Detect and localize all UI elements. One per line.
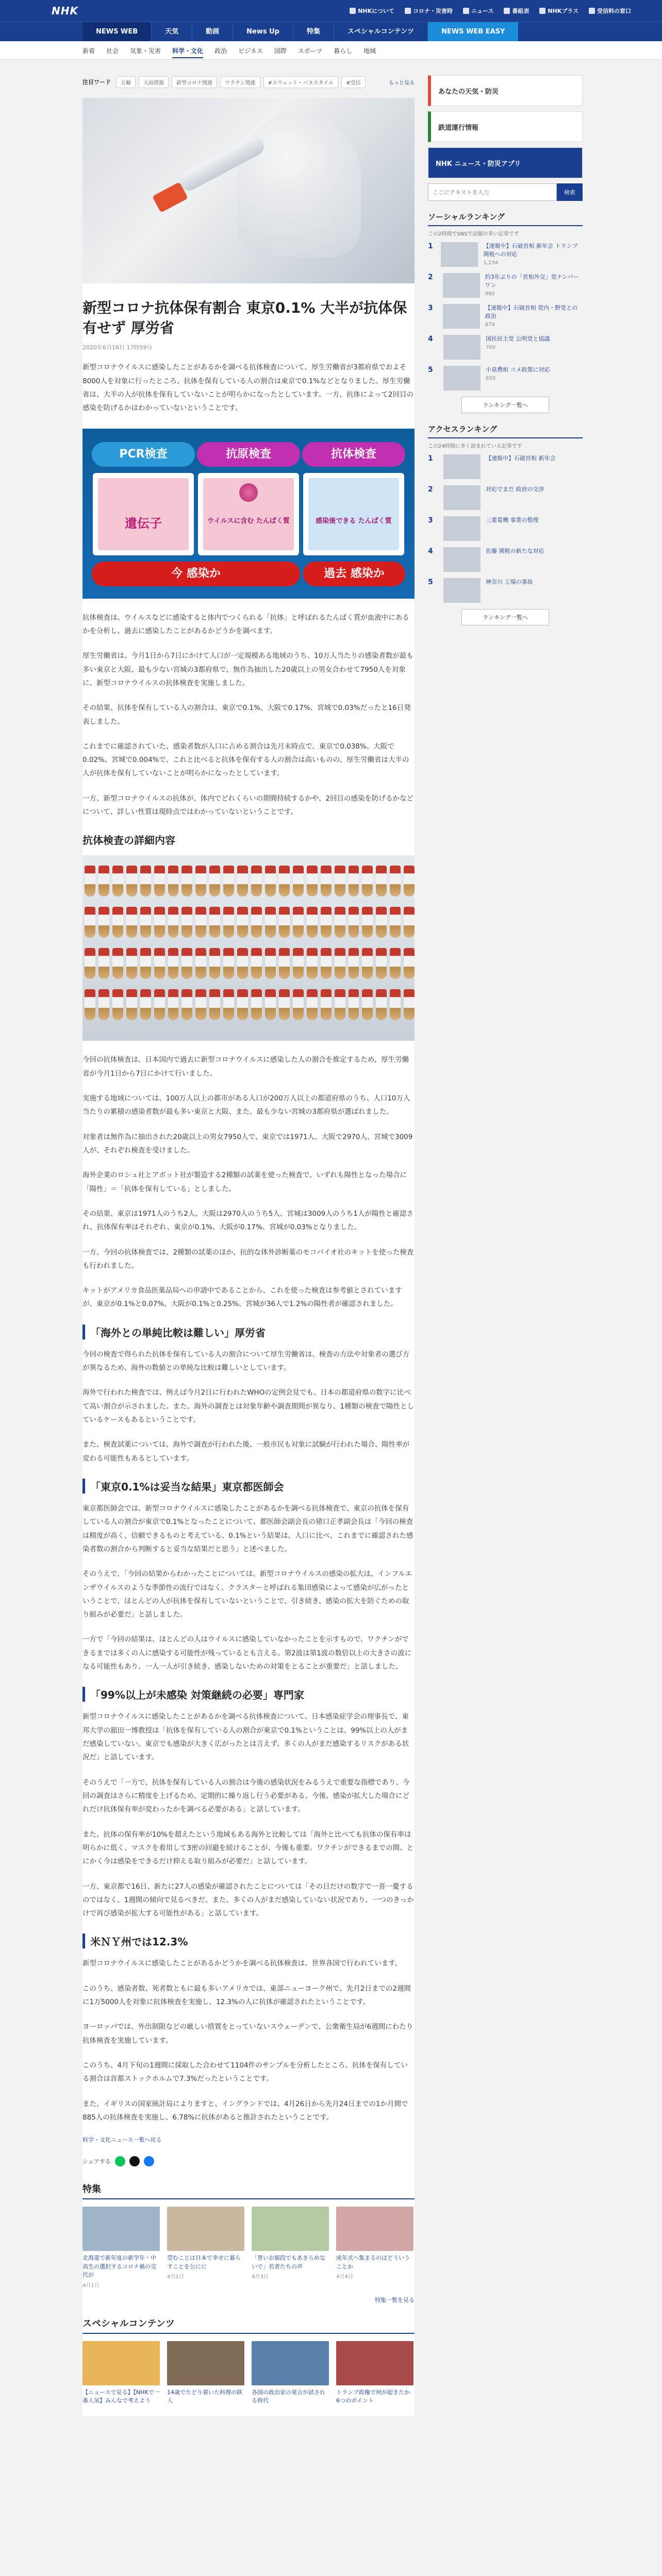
access-rank-item[interactable]: 2 対応でまだ 政府の交渉: [428, 485, 583, 510]
rank-thumb: [443, 304, 480, 329]
article-paragraph: キットがアメリカ食品医薬品局への申請中であることから、これを使った検査は参考値とされていますが、東京が0.1%と0.07%、大阪が0.1%と0.25%、宮城が36人で1.2%の陽性者が確認されました。: [82, 1286, 402, 1309]
banner-weather[interactable]: あなたの天気・防災: [428, 75, 583, 106]
nav-features[interactable]: 特集: [293, 22, 334, 42]
feature-card[interactable]: 成年式へ集まるのはどういうことか 4月4日: [336, 2207, 413, 2289]
access-ranking-title: アクセスランキング: [428, 423, 583, 438]
info-icon: [350, 8, 356, 14]
features-section: [82, 2182, 415, 2304]
diagram-now-label: 今 感染か: [92, 562, 300, 586]
access-ranking-note: この24時間に多く読まれている記事です: [428, 444, 522, 449]
share-bar: [82, 2156, 415, 2166]
special-card[interactable]: トランプ政権で何が起きたか 6つのポイント: [336, 2341, 413, 2405]
feature-card[interactable]: 望むことは日本で幸せに暮らすことを公にに 4月2日: [167, 2207, 244, 2289]
section-heading: 「海外との単純比較は難しい」厚労省: [82, 1325, 415, 1340]
search-box: [428, 183, 583, 201]
back-to-list-link[interactable]: 科学・文化ニュース一覧へ戻る: [82, 2137, 162, 2144]
feature-thumb: [167, 2207, 244, 2251]
social-rank-item[interactable]: 4 国民民主党 公明党と協議 760: [428, 335, 583, 360]
rank-thumb: [443, 366, 481, 391]
banner-train[interactable]: 鉄道運行情報: [428, 111, 583, 142]
article-paragraph: 対象者は無作為に抽出された20歳以上の男女7950人で、東京では1971人、大阪で2970人、宮城で3009人が、それぞれ検査を受けました。: [82, 1132, 413, 1155]
test-types-diagram: [82, 429, 415, 599]
section-heading: 「99%以上が未感染 対策継続の必要」専門家: [82, 1687, 415, 1702]
cat-latest[interactable]: 新着: [82, 47, 95, 55]
attention-tag[interactable]: #スウェット・バヌスタイル: [263, 76, 339, 88]
x-icon[interactable]: [129, 2156, 140, 2166]
feature-card[interactable]: 「普いお値段でもあきらめないで」若者たちの声 4月3日: [252, 2207, 329, 2289]
nav-news-up[interactable]: News Up: [233, 22, 293, 42]
glove-shape: [237, 113, 361, 258]
news-icon: [463, 8, 469, 14]
cat-life[interactable]: 暮らし: [334, 47, 353, 55]
nav-easy[interactable]: NEWS WEB EASY: [428, 22, 518, 42]
article-paragraph: 東京都医師会では、新型コロナウイルスに感染したことがあるかを調べる抗体検査で、東京の抗体を保有している人の割合が東京で0.1%となったことについて、都医師会副会長の猪口正孝副会長は「今回の検査は精度が高く、信頼できるものと考えている。0.1%という結果は、人口に比べ、これまでに確認された感染者数の割合から判断すると妥当な結果だと思う」と述べました。: [82, 1504, 413, 1553]
social-rank-item[interactable]: 1 【速報中】石破首相 新年会 トランプ関税への対応 1,234: [428, 242, 583, 267]
article-paragraph: 抗体検査は、ウイルスなどに感染すると体内でつくられる「抗体」と呼ばれるたんぱく質が血液中にあるかを分析し、過去に感染したことがあるかどうかを調べます。: [82, 613, 409, 635]
diagram-antibody-header: 抗体検査: [302, 442, 405, 467]
article-paragraph: その結果、東京は1971人のうち2人、大阪は2970人のうち5人、宮城は3009人のうち1人が陽性と確認され、抗体保有率はそれぞれ、東京が0.1%、大阪が0.17%、宮城が0.03%となりました。: [82, 1209, 413, 1232]
cat-politics[interactable]: 政治: [214, 47, 227, 55]
access-rank-item[interactable]: 5 神奈川 工場の事故: [428, 578, 583, 603]
diagram-pcr-header: PCR検査: [92, 442, 195, 467]
search-button[interactable]: 検索: [557, 183, 583, 201]
article-paragraph: 海外で行われた検査では、例えば今月2日に行われたWHOの定例会見でも、日本の都道府県の数字に比べて高い割合が示されました。また、海外の調査とは対象年齢や調査期間が異なり、1種類の検査で陽性としているケースもあるということです。: [82, 1388, 415, 1424]
article-paragraph: 実施する地域については、100万人以上の都市がある人口が200万人以上の都道府県のうち、人口10万人当たりの累積の感染者数が最も多い東京と大阪、また、最も少ない宮城の3都府県が選ばれました。: [82, 1094, 410, 1116]
header-link-schedule[interactable]: 番組表: [504, 7, 529, 15]
banner-app[interactable]: NHK ニュース・防災アプリ: [428, 147, 583, 178]
sidebar: [428, 75, 583, 636]
top-bar: [0, 0, 662, 22]
section-heading: 抗体検査の詳細内容: [82, 834, 175, 847]
special-thumb: [336, 2341, 413, 2385]
rank-thumb: [443, 273, 480, 298]
article-paragraph: ヨーロッパでは、外出制限などの厳しい措置をとっていないスウェーデンで、公衆衛生局が6週間にわたり抗体検査を実施しています。: [82, 2023, 413, 2045]
article: [82, 98, 415, 2416]
diagram-pcr-label: 遺伝子: [125, 516, 162, 531]
social-rank-item[interactable]: 2 約3年ぶりの「首相外交」党ナンバーワン 980: [428, 273, 583, 298]
facebook-icon[interactable]: [144, 2156, 154, 2166]
diagram-panel-pcr: [93, 473, 194, 555]
social-rank-item[interactable]: 3 【速報中】石破首相 党内・野党との政治 874: [428, 304, 583, 329]
article-paragraph: また、検査試薬については、海外で調査が行われた後、一般市民も対象に試験が行われた場合、陽性率が変わる可能性もあるとしています。: [82, 1440, 410, 1463]
virus-icon: [239, 483, 258, 502]
article-paragraph: 新型コロナウイルスに感染したことがあるかを調べる抗体検査について、厚生労働省が3都府県でおよそ8000人を対象に行ったところ、抗体を保有している人の割合は東京で0.1%などとなりました。厚生労働省は、大半の人が抗体を保有していないことが明らかになったとしています。一方、抗体によって2回目の感染を防げるかはわかっていないということです。: [82, 363, 414, 413]
special-title: スペシャルコンテンツ: [82, 2316, 415, 2334]
attention-tag[interactable]: #受信: [341, 76, 365, 88]
feature-card[interactable]: 北海道で新年度の新学年・中高生の選択するコロナ禍の交代が 4月1日: [82, 2207, 160, 2289]
rank-thumb: [443, 547, 481, 572]
article-paragraph: 厚生労働省は、今月1日から7日にかけて人口が一定規模ある地域のうち、10万人当たりの感染者数が最も多い東京と大阪、最も少ない宮城の3都府県で、無作為抽出した20歳以上の男女合わせて7950人を対象に、新型コロナウイルスの抗体検査を実施しました。: [82, 652, 413, 687]
article-paragraph: これまでに確認されていた、感染者数が人口に占める割合は先月末時点で、東京で0.038%、大阪で0.02%、宮城で0.004%で、これと比べると抗体を保有する人の割合は高いものの、厚生労働省は大半の人が抗体を保有していないことが明らかになったとしています。: [82, 742, 409, 778]
nav-weather[interactable]: 天気: [152, 22, 192, 42]
special-card[interactable]: 各国の政治家の発言が試される時代: [252, 2341, 329, 2405]
diagram-panel-antigen: [198, 473, 299, 555]
cat-regional[interactable]: 地域: [363, 47, 376, 55]
rank-thumb: [443, 516, 481, 541]
header-link-news[interactable]: ニュース: [463, 7, 493, 15]
article-paragraph: そのうえで、「今回の結果からわかったことについては、新型コロナウイルスの感染の拡大は、インフルエンザウイルスのような季節性の流行ではなく、クラスターと呼ばれる集団感染によって感染が広がったということで、ほとんどの人が抗体を保有していないということで、引き続き、感染の拡大を防ぐための取り組みが必要だ」と話しました。: [82, 1570, 412, 1619]
article-paragraph: 今回の検査で得られた抗体を保有している人の割合について厚生労働省は、検査の方法や対象者の選び方が異なるため、海外の数値との単純な比較は難しいとしています。: [82, 1350, 410, 1372]
share-label: シェアする: [82, 2158, 111, 2165]
article-paragraph: 新型コロナウイルスに感染したことがあるかを調べる抗体検査について、日本感染症学会の理事長で、東邦大学の舘田一博教授は「抗体を保有している人の割合が東京で0.1%ということは、99%以上の人がまだ感染していない。東京でも感染が大きく広がったとは言えず、多くの人がまだ感染するリスクがある状況だ」と話しています。: [82, 1713, 409, 1762]
special-thumb: [82, 2341, 160, 2385]
features-title: 特集: [82, 2182, 415, 2199]
diagram-past-label: 過去 感染か: [303, 562, 405, 586]
alert-icon: [405, 8, 411, 14]
article-paragraph: また、イギリスの国家統計局によりますと、イングランドでは、4月26日から先月24日までの1か月間で885人の抗体検査を実施し、6.78%に抗体があると推計されたということです。: [82, 2099, 408, 2122]
social-ranking-more-button[interactable]: ランキング一覧へ: [461, 397, 549, 413]
nav-news-web[interactable]: NEWS WEB: [82, 22, 152, 42]
social-ranking-note: この2時間でSNSで話題の多い記事です: [428, 231, 519, 237]
article-paragraph: 新型コロナウイルスに感染したことがあるかどうかを調べる抗体検査は、世界各国で行われています。: [82, 1959, 402, 1968]
article-title: 新型コロナ抗体保有割合 東京0.1% 大半が抗体保有せず 厚労省: [82, 299, 407, 337]
social-rank-item[interactable]: 5 小泉農相 コメ政策に対応 650: [428, 366, 583, 391]
cat-business[interactable]: ビジネス: [238, 47, 263, 55]
header-link-plus[interactable]: NHKプラス: [539, 7, 578, 15]
diagram-antigen-label: ウイルスに含む たんぱく質: [207, 517, 290, 525]
article-paragraph: 一方で「今回の結果は、ほとんどの人はウイルスに感染していなかったことを示すもので、ワクチンができるまでは多くの人に感染する可能性が残っているとも言える。第2波は第1波の数倍以上の大きさの波になる可能性もあり、一人一人が引き続き、感染しないための対策をとることが重要だ」と話しました。: [82, 1635, 412, 1671]
calendar-icon: [504, 8, 510, 14]
header-links: [350, 7, 631, 15]
features-more-link[interactable]: 特集一覧を見る: [375, 2296, 415, 2303]
special-thumb: [167, 2341, 244, 2385]
social-ranking-title: ソーシャルランキング: [428, 211, 583, 226]
search-input[interactable]: [428, 183, 557, 201]
diagram-antibody-label: 感染後できる たんぱく質: [316, 517, 392, 525]
rank-thumb: [441, 242, 478, 267]
article-paragraph: 今回の抗体検査は、日本国内で過去に新型コロナウイルスに感染した人の割合を推定するため、厚生労働省が今月1日から7日にかけて行いました。: [82, 1056, 409, 1078]
attention-tag[interactable]: 新型コロナ関連: [172, 76, 217, 88]
rank-thumb: [443, 335, 481, 360]
header-link-disaster[interactable]: コロナ・災害時: [405, 7, 453, 15]
rank-thumb: [443, 578, 481, 603]
article-paragraph: 一方、新型コロナウイルスの抗体が、体内でどれくらいの期間持続するかや、2回目の感染を防げるかなどについて、詳しい性質は現時点ではわかっていないということです。: [82, 794, 414, 817]
rank-thumb: [443, 454, 481, 479]
access-ranking-more-button[interactable]: ランキング一覧へ: [461, 609, 549, 625]
header-link-about[interactable]: NHKについて: [350, 7, 394, 15]
cat-sports[interactable]: スポーツ: [297, 47, 323, 55]
special-thumb: [252, 2341, 329, 2385]
cat-international[interactable]: 国際: [274, 47, 287, 55]
section-heading: 「東京0.1%は妥当な結果」東京都医師会: [82, 1479, 415, 1494]
nav-video[interactable]: 動画: [192, 22, 233, 42]
yen-icon: [589, 8, 595, 14]
test-tubes-image: [82, 855, 415, 1041]
diagram-antigen-header: 抗原検査: [197, 442, 300, 467]
attention-tag[interactable]: 大雨情報: [139, 76, 169, 88]
access-rank-item[interactable]: 1 【速報中】石破首相 新年会: [428, 454, 583, 479]
hero-image: [82, 98, 415, 283]
attention-label: 注目ワード: [82, 79, 111, 86]
article-paragraph: 一方、今回の抗体検査では、2種類の試薬のほか、抗的な体外診断薬のモコバイオ社のキットを使った検査も行われました。: [82, 1248, 414, 1270]
main-nav: [0, 22, 662, 41]
access-rank-item[interactable]: 3 三菱電機 事業の整理: [428, 516, 583, 541]
article-paragraph: 一方、東京都で16日、新たに27人の感染が確認されたことについては「その日だけの数字で一喜一憂するのではなく、1週間の傾向で見るべきだ。また、多くの人がまだ感染していない状況であり、一つのきっかけで再び感染が拡大する可能性がある」と話しています。: [82, 1882, 414, 1918]
article-paragraph: このうち、感染者数、死者数ともに最も多いアメリカでは、東部ニューヨーク州で、先月2日までの2週間に1万5000人を対象に抗体検査を実施し、12.3%の人に抗体が確認されたということです。: [82, 1984, 411, 2007]
article-paragraph: その結果、抗体を保有している人の割合は、東京で0.1%、大阪で0.17%、宮城で0.03%だったと16日発表しました。: [82, 704, 411, 726]
feature-thumb: [252, 2207, 329, 2251]
attention-words: [82, 75, 415, 89]
special-section: [82, 2316, 415, 2405]
header-link-fee[interactable]: 受信料の窓口: [589, 7, 631, 15]
cat-weather[interactable]: 気象・災害: [130, 47, 161, 55]
access-rank-item[interactable]: 4 佐藤 関税の新たな対応: [428, 547, 583, 572]
diagram-panel-antibody: [303, 473, 404, 555]
nhk-logo[interactable]: NHK: [52, 5, 78, 17]
attention-tag[interactable]: ワクチン関連: [220, 76, 260, 88]
cat-science[interactable]: 科学・文化: [172, 46, 203, 58]
play-icon: [539, 8, 545, 14]
nav-special[interactable]: スペシャルコンテンツ: [334, 22, 428, 42]
category-nav: [0, 41, 662, 60]
article-paragraph: そのうえで「一方で、抗体を保有している人の割合は今後の感染状況をみるうえで重要な指標であり、今回の調査はさらに精度を上げるため、定期的に繰り返し行う必要がある。今後、感染が拡大した場合にどれだけ抗体保有率が変わったかを調べる必要がある」と話しています。: [82, 1778, 410, 1814]
attention-more-link[interactable]: もっと見る: [389, 80, 415, 86]
feature-thumb: [82, 2207, 160, 2251]
article-paragraph: このうち、4月下旬の1週間に採取した合わせて1104件のサンプルを分析したところ、抗体を保有している割合は首都ストックホルムで7.3%だったということです。: [82, 2061, 408, 2083]
line-icon[interactable]: [115, 2156, 125, 2166]
article-paragraph: また、抗体の保有率が10%を超えたという地域もある海外と比較しては「海外と比べても抗体の保有率は明らかに低く、マスクを着用して3密の回避を続けることが、今後も重要。ワクチンができるまでの間、とにかく今は感染をできるだけ抑える取り組みが必要だ」と話しています。: [82, 1830, 414, 1866]
feature-thumb: [336, 2207, 413, 2251]
attention-tag[interactable]: 五輪: [116, 76, 136, 88]
cat-society[interactable]: 社会: [106, 47, 119, 55]
article-date: 2020年6月16日 17時59分: [82, 344, 153, 351]
section-heading: 米ＮＹ州では12.3%: [82, 1934, 415, 1948]
rank-thumb: [443, 485, 481, 510]
special-card[interactable]: 【ニュースで見る】【NHKで一番人気】みんなで考えよう: [82, 2341, 160, 2405]
article-paragraph: 海外企業のロシュ社とアボット社が製造する2種類の試薬を使った検査で、いずれも陽性となった場合に「陽性」＝「抗体を保有している」としました。: [82, 1171, 407, 1193]
special-card[interactable]: 14歳でたどり着いた料理の鉄人: [167, 2341, 244, 2405]
